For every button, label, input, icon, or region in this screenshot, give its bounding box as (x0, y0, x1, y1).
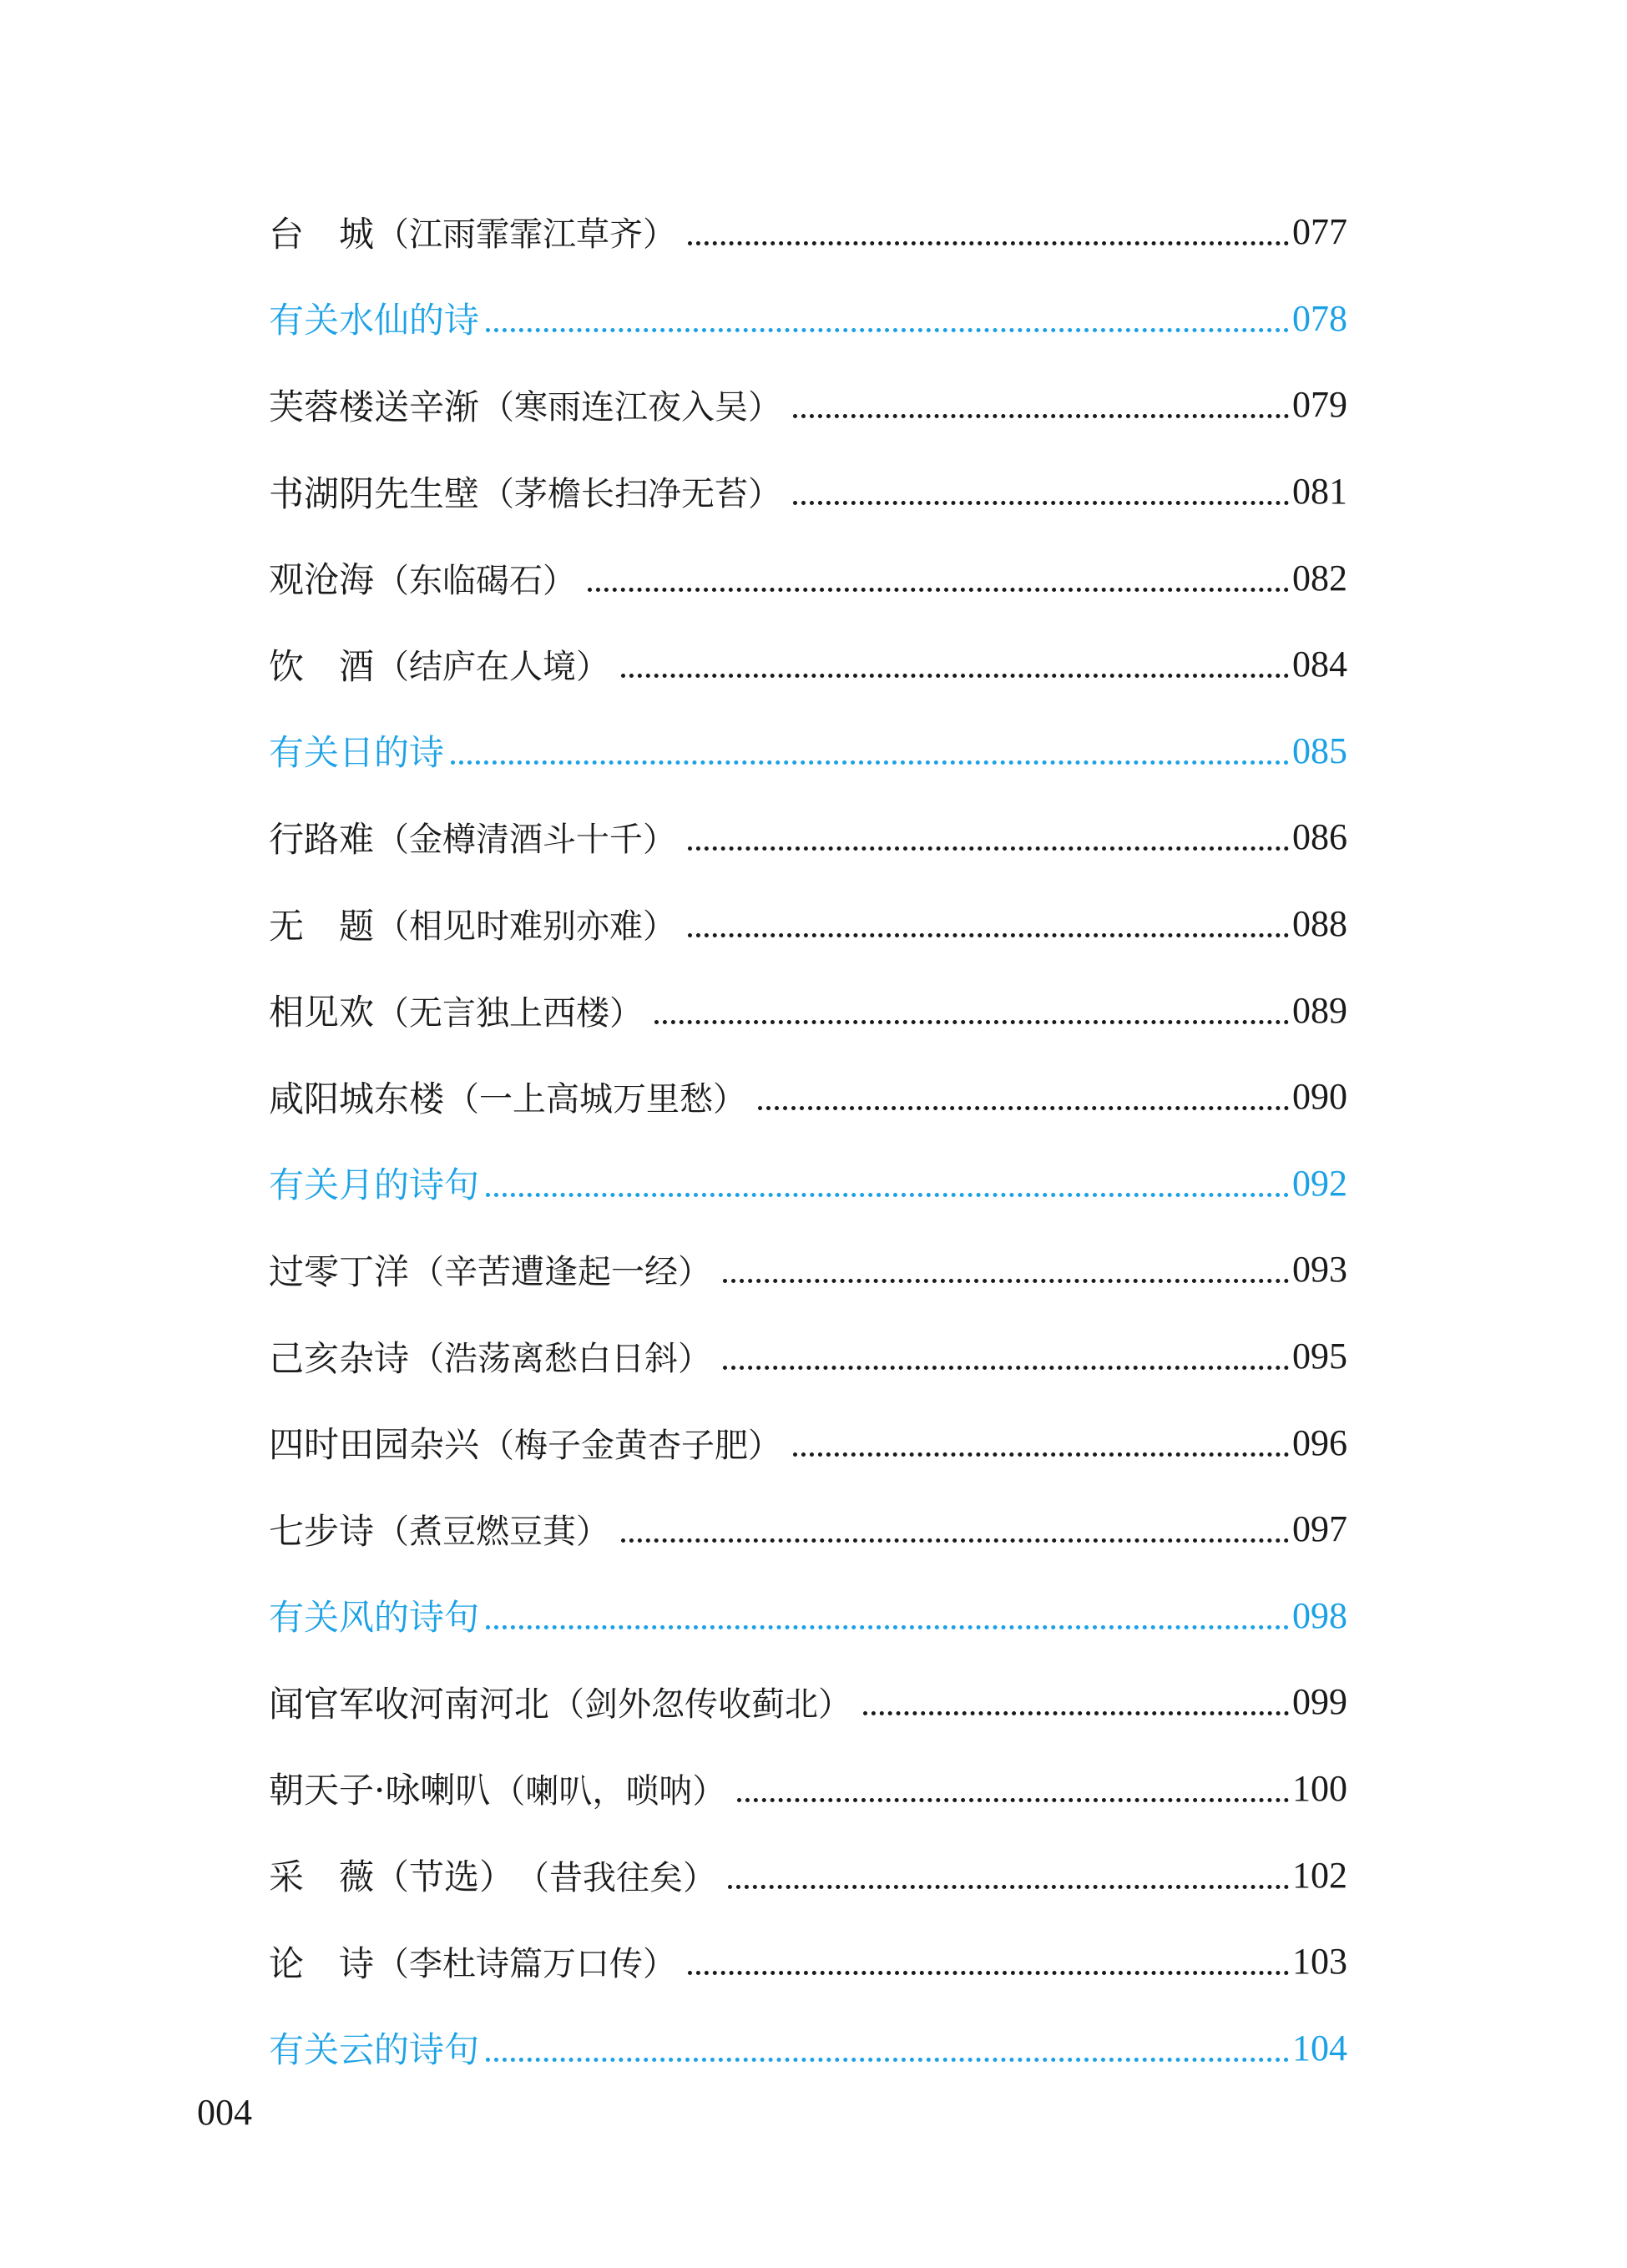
toc-entry[interactable] (269, 534, 1347, 621)
entry-title: 闻官军收河南河北 (269, 1683, 550, 1725)
toc-entry[interactable] (269, 189, 1347, 275)
entry-first-line: （一上高城万里愁） (446, 1080, 747, 1119)
entry-first-line: （无言独上西楼） (376, 993, 644, 1033)
entry-page: 078 (1292, 297, 1347, 339)
toc-entry[interactable] (269, 1053, 1347, 1140)
entry-title: 行路难 (269, 818, 375, 860)
entry-page: 082 (1292, 557, 1347, 599)
entry-page: 096 (1292, 1422, 1347, 1463)
toc-entry[interactable] (269, 881, 1347, 967)
entry-first-line: （煮豆燃豆萁） (376, 1513, 610, 1552)
dot-leader (688, 241, 1289, 245)
dot-leader (486, 328, 1289, 332)
dot-leader (688, 1971, 1289, 1975)
toc-section-heading[interactable] (269, 1573, 1347, 1659)
entry-title: 台 城 (269, 213, 375, 255)
entry-page: 103 (1292, 1941, 1347, 1983)
entry-page: 104 (1292, 2027, 1347, 2068)
entry-title: 七步诗 (269, 1510, 375, 1552)
dot-leader (723, 1366, 1289, 1370)
toc-entry[interactable] (269, 967, 1347, 1053)
entry-title: 书湖阴先生壁 (269, 472, 480, 514)
entry-title: 有关水仙的诗 (269, 300, 480, 341)
entry-page: 081 (1292, 471, 1347, 513)
entry-page: 102 (1292, 1854, 1347, 1896)
entry-page: 077 (1292, 211, 1347, 253)
entry-title: 相见欢 (269, 992, 375, 1033)
entry-first-line: （东临碣石） (376, 561, 577, 600)
dot-leader (723, 1279, 1289, 1283)
entry-page: 095 (1292, 1336, 1347, 1377)
entry-first-line: （梅子金黄杏子肥） (481, 1426, 782, 1465)
dot-leader (863, 1711, 1289, 1715)
entry-title: 四时田园杂兴 (269, 1424, 480, 1466)
entry-title: 芙蓉楼送辛渐 (269, 386, 480, 427)
dot-leader (486, 1625, 1289, 1629)
dot-leader (621, 1538, 1289, 1543)
entry-title: 己亥杂诗 (269, 1337, 410, 1379)
entry-first-line: （浩荡离愁白日斜） (411, 1340, 712, 1379)
toc-entry[interactable] (269, 1831, 1347, 1918)
entry-page: 084 (1292, 644, 1347, 685)
entry-title: 论 诗 (269, 1942, 375, 1984)
toc-entry[interactable] (269, 621, 1347, 708)
dot-leader (688, 933, 1289, 937)
dot-leader (793, 501, 1289, 505)
toc-entry[interactable] (269, 1399, 1347, 1486)
toc-entry[interactable] (269, 1659, 1347, 1745)
dot-leader (728, 1885, 1289, 1889)
entry-first-line: （辛苦遭逢起一经） (411, 1253, 712, 1292)
toc-entry[interactable] (269, 448, 1347, 535)
entry-page: 089 (1292, 989, 1347, 1031)
entry-first-line: （昔我往矣） (516, 1858, 717, 1897)
dot-leader (621, 674, 1289, 678)
entry-title: 朝天子·咏喇叭 (269, 1770, 491, 1811)
entry-title: 无 题 (269, 905, 375, 947)
entry-title: 有关云的诗句 (269, 2029, 480, 2071)
toc-section-heading[interactable] (269, 1140, 1347, 1227)
dot-leader (688, 846, 1289, 851)
entry-page: 100 (1292, 1767, 1347, 1809)
entry-first-line: （江雨霏霏江草齐） (376, 215, 677, 255)
entry-first-line: （剑外忽传收蓟北） (551, 1685, 852, 1725)
entry-page: 099 (1292, 1681, 1347, 1723)
entry-first-line: （茅檐长扫净无苔） (481, 475, 782, 514)
entry-page: 085 (1292, 730, 1347, 771)
entry-title: 有关月的诗句 (269, 1164, 480, 1206)
entry-first-line: （寒雨连江夜入吴） (481, 388, 782, 427)
toc-entry[interactable] (269, 361, 1347, 448)
entry-title: 过零丁洋 (269, 1250, 410, 1292)
dot-leader (737, 1798, 1289, 1802)
dot-leader (486, 1193, 1289, 1197)
toc-entry[interactable] (269, 1226, 1347, 1313)
entry-page: 092 (1292, 1162, 1347, 1204)
entry-page: 079 (1292, 384, 1347, 426)
entry-page: 088 (1292, 903, 1347, 945)
entry-first-line: （结庐在人境） (376, 648, 610, 687)
toc-entry[interactable] (269, 1486, 1347, 1573)
dot-leader (486, 2058, 1289, 2062)
entry-first-line: （金樽清酒斗十千） (376, 821, 677, 860)
toc-section-heading[interactable] (269, 708, 1347, 795)
entry-title: 有关日的诗 (269, 732, 445, 774)
entry-title: 采 薇（节选） (269, 1856, 515, 1898)
entry-page: 086 (1292, 816, 1347, 858)
page-number: 004 (197, 2092, 252, 2133)
entry-first-line: （相见时难别亦难） (376, 907, 677, 947)
entry-first-line: （喇叭，唢呐） (492, 1771, 726, 1811)
table-of-contents (269, 189, 1347, 2091)
entry-title: 咸阳城东楼 (269, 1078, 445, 1119)
entry-title: 有关风的诗句 (269, 1597, 480, 1639)
toc-entry[interactable] (269, 794, 1347, 881)
toc-section-heading[interactable] (269, 275, 1347, 362)
toc-section-heading[interactable] (269, 2004, 1347, 2091)
dot-leader (793, 1452, 1289, 1457)
entry-page: 098 (1292, 1594, 1347, 1636)
entry-page: 093 (1292, 1249, 1347, 1291)
dot-leader (451, 760, 1289, 765)
toc-entry[interactable] (269, 1313, 1347, 1400)
entry-title: 观沧海 (269, 559, 375, 601)
entry-page: 097 (1292, 1508, 1347, 1550)
dot-leader (758, 1106, 1289, 1110)
toc-entry[interactable] (269, 1918, 1347, 2005)
dot-leader (793, 414, 1289, 418)
entry-page: 090 (1292, 1076, 1347, 1118)
dot-leader (654, 1020, 1289, 1024)
toc-entry[interactable] (269, 1745, 1347, 1832)
entry-title: 饮 酒 (269, 645, 375, 687)
entry-first-line: （李杜诗篇万口传） (376, 1945, 677, 1984)
dot-leader (588, 588, 1289, 592)
